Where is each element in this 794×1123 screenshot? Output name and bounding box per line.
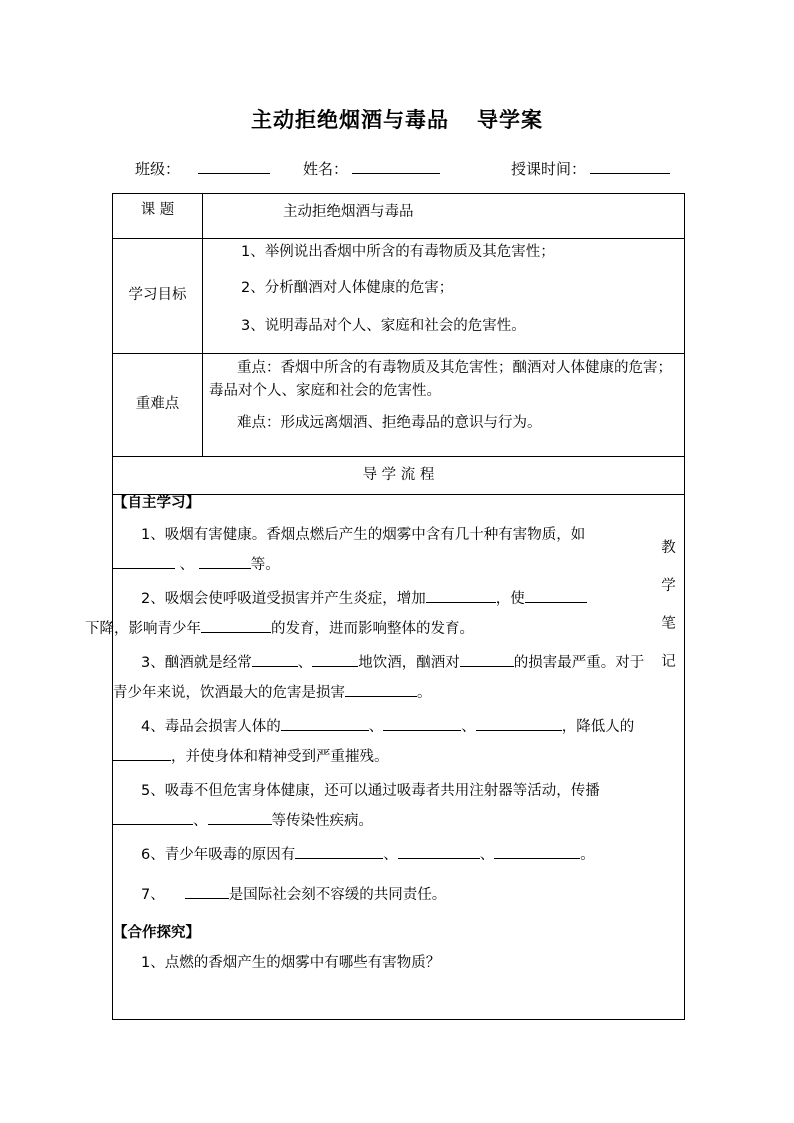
question-5: 5、吸毒不但危害身体健康，还可以通过吸毒者共用注射器等活动，传播、 等传染性疾病。 (113, 776, 653, 836)
name-field (303, 158, 440, 179)
answer-blank[interactable] (113, 552, 175, 569)
study-content (85, 495, 653, 1019)
goal-item: 2、分析酗酒对人体健康的危害； (241, 280, 454, 297)
topic-row (113, 194, 685, 239)
answer-blank[interactable] (398, 842, 480, 859)
topic-value: 主动拒绝烟酒与毒品 (203, 194, 685, 239)
answer-blank[interactable] (460, 650, 514, 667)
coop-title: 【合作探究】 (113, 925, 200, 942)
title-sub: 导学案 (477, 108, 543, 132)
answer-blank[interactable] (426, 586, 496, 603)
answer-blank[interactable] (525, 586, 587, 603)
study-row (113, 495, 685, 1020)
answer-blank[interactable] (113, 744, 171, 761)
answer-blank[interactable] (345, 680, 417, 697)
answer-blank[interactable] (252, 650, 298, 667)
name-label: 姓名： (303, 160, 349, 178)
notes-char: 记 (661, 654, 676, 670)
question-7: 7、 是国际社会刻不容缓的共同责任。 (113, 880, 653, 910)
class-field (135, 158, 270, 179)
study-cell (85, 495, 685, 1020)
goals-label: 学习目标 (113, 239, 203, 354)
question-3: 3、酗酒就是经常 、 地饮酒，酗酒对 的损害最严重。对于青少年来说，饮酒最大的危害是损害 。 (113, 648, 653, 708)
question-2: 2、吸烟会使呼吸道受损害并产生炎症，增加 ，使 下降，影响青少年 的发育，进而影响整体的发育。 (113, 584, 653, 644)
goals-row (113, 239, 685, 354)
notes-char: 学 (661, 578, 676, 594)
answer-blank[interactable] (312, 650, 358, 667)
keypoints-row (113, 354, 685, 457)
key-point: 重点：香烟中所含的有毒物质及其危害性；酗酒对人体健康的危害；毒品对个人、家庭和社会的危害性。 (209, 360, 672, 399)
answer-blank[interactable] (201, 616, 271, 633)
notes-char: 教 (661, 540, 676, 556)
class-label: 班级： (135, 160, 181, 178)
time-blank[interactable] (590, 159, 670, 174)
title-main: 主动拒绝烟酒与毒品 (251, 108, 449, 132)
self-study-title: 【自主学习】 (113, 495, 200, 511)
question-6: 6、青少年吸毒的原因有 、 、 。 (113, 840, 653, 870)
flow-row (113, 457, 685, 495)
flow-title: 导 学 流 程 (113, 457, 685, 495)
keypoints-cell (203, 354, 685, 457)
notes-char: 笔 (661, 616, 676, 632)
teaching-notes-column (653, 495, 684, 1019)
keypoints-label: 重难点 (113, 354, 203, 457)
answer-blank[interactable] (208, 808, 272, 825)
name-blank[interactable] (352, 159, 440, 174)
goal-item: 3、说明毒品对个人、家庭和社会的危害性。 (241, 317, 526, 334)
topic-label: 课 题 (113, 194, 203, 239)
answer-blank[interactable] (494, 842, 580, 859)
answer-blank[interactable] (476, 714, 562, 731)
goal-item: 1、举例说出香烟中所含的有毒物质及其危害性； (241, 244, 555, 260)
study-guide-table (85, 193, 685, 1020)
answer-blank[interactable] (295, 842, 383, 859)
coop-question-1: 1、点燃的香烟产生的烟雾中有哪些有害物质？ (141, 955, 441, 972)
answer-blank[interactable] (199, 552, 251, 569)
page-title (0, 104, 794, 134)
answer-blank[interactable] (383, 714, 461, 731)
question-1: 1、吸烟有害健康。香烟点燃后产生的烟雾中含有几十种有害物质，如 、 等。 (113, 520, 653, 580)
answer-blank[interactable] (281, 714, 369, 731)
time-field (511, 158, 670, 179)
answer-blank[interactable] (113, 808, 193, 825)
study-inner-table (85, 495, 684, 1019)
answer-blank[interactable] (185, 882, 229, 899)
class-blank[interactable] (198, 159, 270, 174)
question-4: 4、毒品会损害人体的 、 、 ，降低人的，并使身体和精神受到严重摧残。 (113, 712, 653, 772)
difficult-point: 难点：形成远离烟酒、拒绝毒品的意识与行为。 (237, 415, 542, 431)
goals-cell (203, 239, 685, 354)
time-label: 授课时间： (511, 160, 587, 178)
